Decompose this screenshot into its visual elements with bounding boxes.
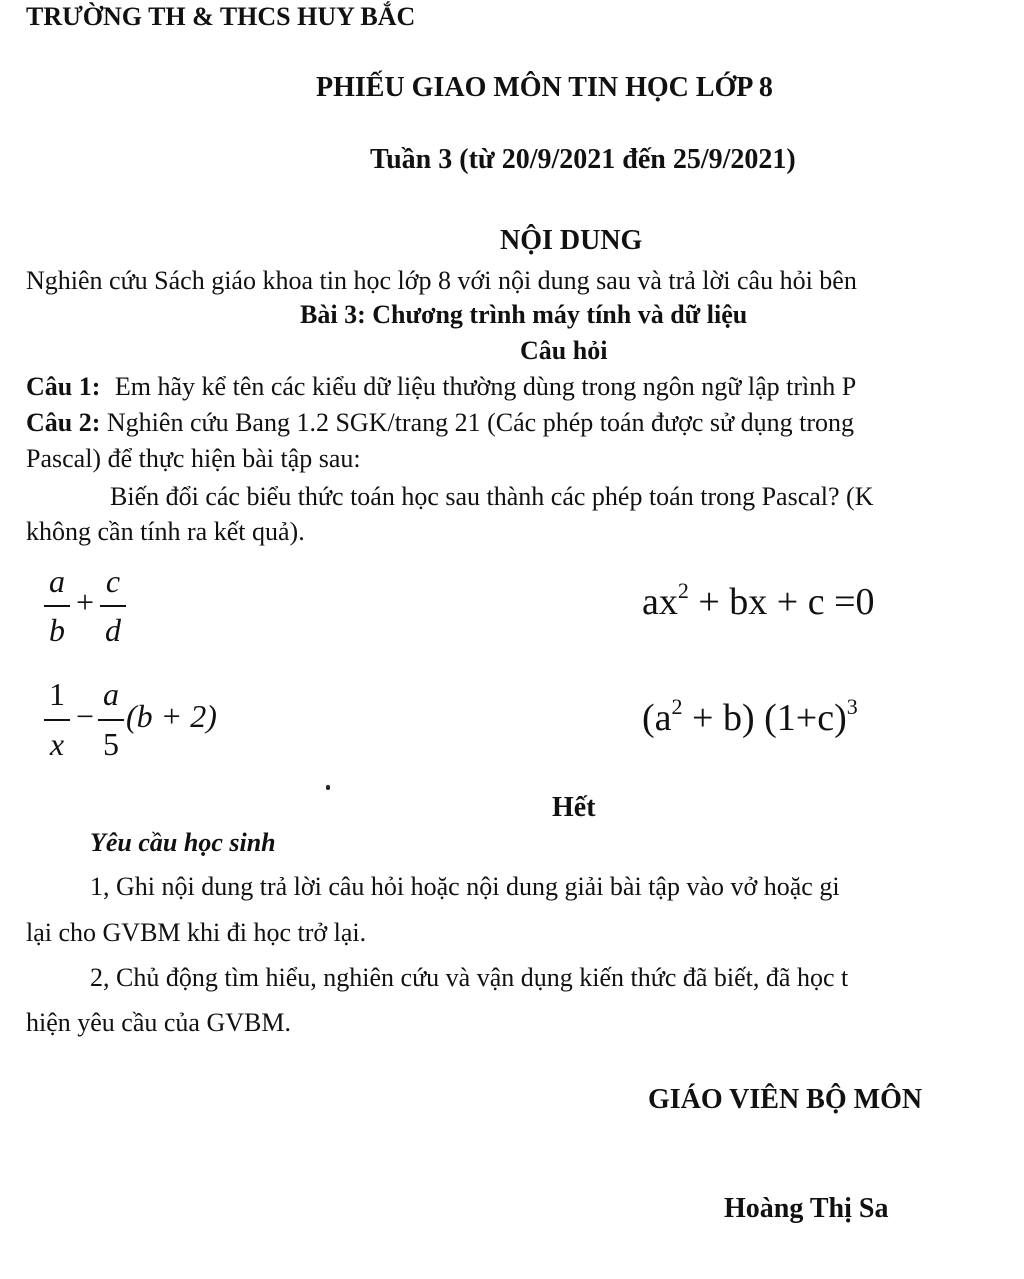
expr1-numerator-1: a <box>49 563 65 599</box>
expr2-numerator-2: a <box>103 676 119 712</box>
expr4-exponent-1: 2 <box>671 694 683 719</box>
expr1-denominator-1: b <box>49 612 65 648</box>
requirement-1-line-1: 1, Ghi nội dung trả lời câu hỏi hoặc nội dung giải bài tập vào vở hoặc gi <box>90 872 840 901</box>
expr1-fraction-bar-2 <box>100 605 126 607</box>
expr2-tail: (b + 2) <box>126 698 217 734</box>
question-2-continued: Pascal) để thực hiện bài tập sau: <box>26 444 361 473</box>
expr1-numerator-2: c <box>105 563 121 599</box>
question-1-label: Câu 1: <box>26 372 101 401</box>
requirement-2-line-2: hiện yêu cầu của GVBM. <box>26 1008 291 1037</box>
end-marker: Hết <box>552 792 596 823</box>
question-2-label: Câu 2: <box>26 408 101 437</box>
expr3-rest: + bx + c =0 <box>688 581 875 623</box>
expr3-base: ax <box>642 581 678 623</box>
expr1-operator: + <box>76 584 95 620</box>
requirement-2-line-1: 2, Chủ động tìm hiểu, nghiên cứu và vận dụng kiến thức đã biết, đã học t <box>90 963 849 992</box>
requirement-1-line-2: lại cho GVBM khi đi học trở lại. <box>26 918 367 947</box>
expr2-fraction-bar-1 <box>44 719 70 721</box>
question-1-text: Em hãy kể tên các kiểu dữ liệu thường dùng trong ngôn ngữ lập trình P <box>114 372 857 401</box>
expr1-denominator-2: d <box>105 612 121 648</box>
expr4-exponent-2: 3 <box>846 694 858 719</box>
questions-heading: Câu hỏi <box>520 336 608 365</box>
expr4-middle: + b) (1+c) <box>682 697 847 739</box>
math-expression-4 <box>642 694 858 740</box>
expr2-fraction-bar-2 <box>98 719 124 721</box>
school-name: TRƯỜNG TH & THCS HUY BẮC <box>26 2 416 31</box>
question-2-text: Nghiên cứu Bang 1.2 SGK/trang 21 (Các phép toán được sử dụng trong <box>106 408 854 437</box>
task-line-1: Biến đổi các biểu thức toán học sau thành các phép toán trong Pascal? (K <box>110 482 874 511</box>
question-2 <box>26 408 854 438</box>
question-1 <box>26 372 856 402</box>
expr2-operator: − <box>76 698 95 734</box>
task-line-2: không cần tính ra kết quả). <box>26 517 305 546</box>
expr3-exponent: 2 <box>677 578 689 603</box>
expr2-denominator-1: x <box>49 726 65 762</box>
stray-mark <box>326 785 330 790</box>
expr2-numerator-1: 1 <box>49 676 65 712</box>
math-expression-3 <box>642 578 875 624</box>
signature-name: Hoàng Thị Sa <box>724 1193 889 1224</box>
expr4-open: (a <box>642 697 672 739</box>
intro-text: Nghiên cứu Sách giáo khoa tin học lớp 8 với nội dung sau và trả lời câu hỏi bên <box>26 266 857 295</box>
requirements-heading: Yêu cầu học sinh <box>90 828 276 857</box>
week-range: Tuần 3 (từ 20/9/2021 đến 25/9/2021) <box>370 144 796 175</box>
signature-role: GIÁO VIÊN BỘ MÔN <box>648 1084 923 1115</box>
page-title: PHIẾU GIAO MÔN TIN HỌC LỚP 8 <box>316 72 773 103</box>
expr1-fraction-bar-1 <box>44 605 70 607</box>
expr2-denominator-2: 5 <box>103 726 119 762</box>
lesson-title: Bài 3: Chương trình máy tính và dữ liệu <box>300 300 748 329</box>
content-heading: NỘI DUNG <box>500 225 643 256</box>
